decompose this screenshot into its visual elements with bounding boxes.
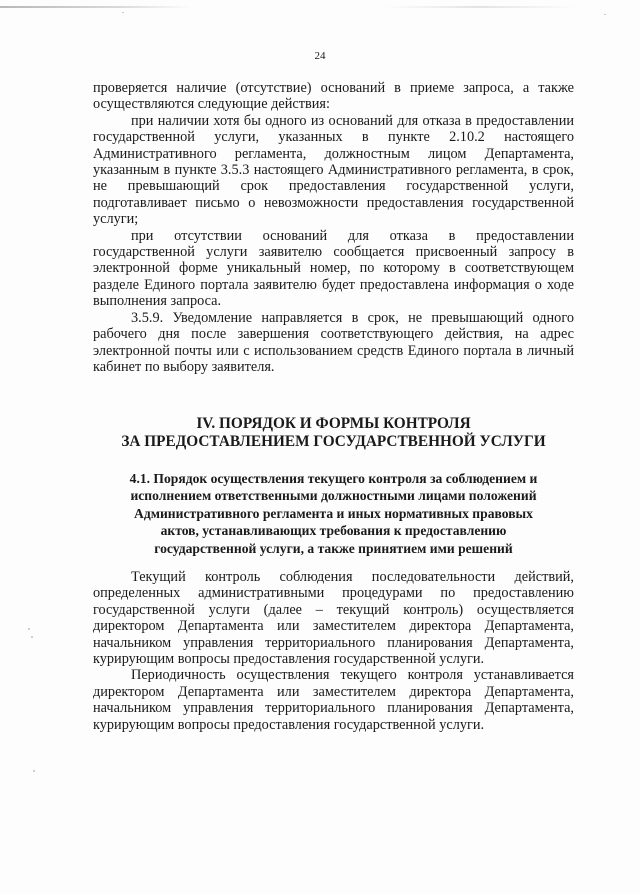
paragraph-current-control: Текущий контроль соблюдения последовательности действий, определенных административными процедурами по предоставлению государственной услуги (далее – текущий контроль) осуществляется директором Департамента или заместителем директора Департамента, начальником управления территориального планирования Департамента, курирующим вопросы предоставления государственной услуги. bbox=[93, 569, 574, 668]
subsection-title-line: актов, устанавливающих требования к предоставлению bbox=[160, 523, 507, 539]
subsection-title-line: исполнением ответственными должностными лицами положений bbox=[130, 488, 537, 504]
paragraph-no-refusal-grounds: при отсутствии оснований для отказа в предоставлении государственной услуги заявителю сообщается присвоенный запросу в электронной форме уникальный номер, по которому в соответствующем разделе Единого портала заявителю будет предоставлена информация о ходе выполнения запроса. bbox=[93, 227, 574, 310]
scan-speck bbox=[28, 628, 30, 630]
paragraph-refusal-grounds: при наличии хотя бы одного из оснований для отказа в предоставлении государственной услуги, указанных в пункте 2.10.2 настоящего Административного регламента, должностным лицом Департамента, указанным в пункте 3.5.3 настоящего Административного регламента, в срок, не превышающий срок предоставления государственной услуги, подготавливает письмо о невозможности предоставления государственной услуги; bbox=[93, 112, 574, 228]
paragraph-notification-3-5-9: 3.5.9. Уведомление направляется в срок, не превышающий одного рабочего дня после завершения соответствующего действия, на адрес электронной почты или с использованием средств Единого портала в личный кабинет по выбору заявителя. bbox=[93, 309, 574, 375]
page-number: 24 bbox=[314, 50, 326, 62]
scan-speck bbox=[604, 14, 606, 15]
section-title-line: ЗА ПРЕДОСТАВЛЕНИЕМ ГОСУДАРСТВЕННОЙ УСЛУГИ bbox=[121, 433, 546, 450]
subsection-title-line: Административного регламента и иных нормативных правовых bbox=[134, 505, 533, 521]
paragraph-intro: проверяется наличие (отсутствие) оснований в приеме запроса, а также осуществляются следующие действия: bbox=[93, 80, 574, 113]
subsection-title-line: 4.1. Порядок осуществления текущего контроля за соблюдением и bbox=[129, 471, 538, 486]
scan-speck bbox=[122, 12, 124, 13]
section-title bbox=[93, 415, 574, 451]
scan-edge-artifact bbox=[0, 6, 640, 8]
subsection-title-line: государственной услуги, а также принятием ими решений bbox=[154, 540, 513, 556]
scan-speck bbox=[33, 770, 35, 772]
paragraph-control-periodicity: Периодичность осуществления текущего контроля устанавливается директором Департамента или заместителем директора Департамента, начальником управления территориального планирования Департамента, курирующим вопросы предоставления государственной услуги. bbox=[93, 667, 574, 733]
body-text-top bbox=[93, 80, 574, 375]
scan-speck bbox=[31, 636, 33, 638]
section-title-line: IV. ПОРЯДОК И ФОРМЫ КОНТРОЛЯ bbox=[196, 415, 471, 432]
subsection-title bbox=[93, 470, 574, 557]
body-text-bottom bbox=[93, 569, 574, 733]
